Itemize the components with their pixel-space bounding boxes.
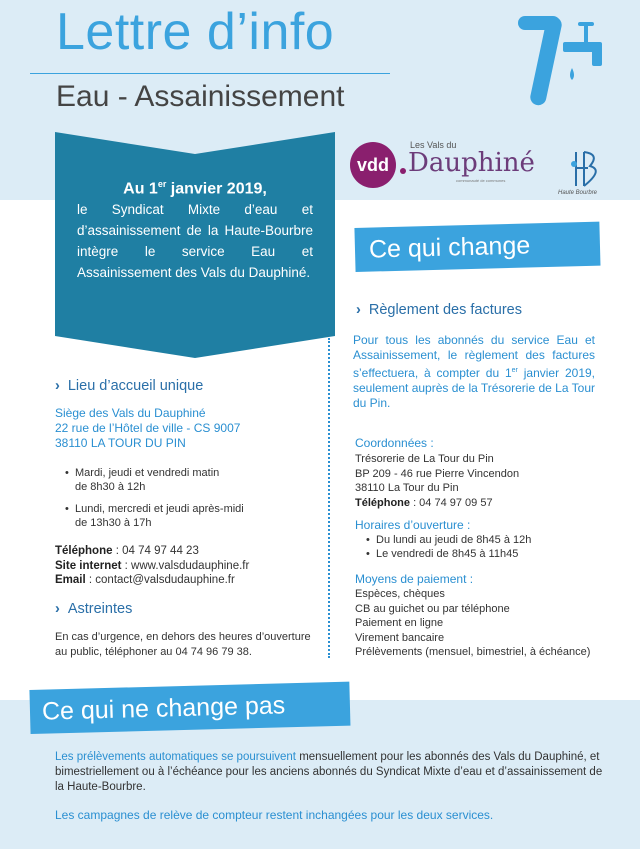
banner-date: Au 1er janvier 2019, [123,179,267,198]
list-item: • Du lundi au jeudi de 8h45 à 12h [366,533,531,547]
prelevements-text: Les prélèvements automatiques se poursuivent mensuellement pour les abonnés des Vals du Dauphiné, et bimestriellement ou à l’échéance pour les anciens abonnés du Syndicat Mixte d’eau et d’assainissement de la Haute-Bourbre. [55,751,603,793]
reglement-heading: › Règlement des factures [356,302,522,318]
list-item: Espèces, chèques [355,588,445,600]
vals-du-dauphine-logo [348,140,538,190]
haute-bourbre-caption: Haute Bourbre [558,190,598,196]
coord-phone: Téléphone : 04 74 97 09 57 [355,496,493,509]
horaires-label: Horaires d’ouverture : [355,518,471,532]
faucet-person-icon [508,6,618,106]
list-item: • Le vendredi de 8h45 à 11h45 [366,547,531,561]
vdd-logo-dot [400,168,406,174]
contact-block [55,544,249,588]
contact-website: Site internet : www.valsdudauphine.fr [55,559,250,572]
chevron-right-icon: › [55,378,60,394]
list-item: Prélèvements (mensuel, bimestriel, à échéance) [355,646,591,658]
column-divider [328,338,330,658]
contact-email: Email : contact@valsdudauphine.fr [55,574,235,586]
astreintes-heading: › Astreintes [55,601,133,617]
coordonnees-label: Coordonnées : [355,436,434,450]
banner-text [77,174,313,283]
list-item: Paiement en ligne [355,617,444,629]
horaires-list [366,533,531,561]
vdd-logo-tagline: communauté de communes [456,178,506,183]
siege-address [55,406,240,451]
reglement-text: Pour tous les abonnés du service Eau et Assainissement, le règlement des factures s’effectuera, à compter du 1er janvier 2019, seulement auprès de la Trésorerie de La Tour du Pin. [353,333,595,410]
releve-text: Les campagnes de relève de compteur restent inchangées pour les deux services. [55,808,494,822]
paiement-label: Moyens de paiement : [355,572,474,586]
list-item: • Mardi, jeudi et vendredi matin de 8h30 à 12h [65,466,244,494]
contact-phone: Téléphone : 04 74 97 44 23 [55,545,199,557]
page-subtitle: Eau - Assainissement [56,80,345,113]
announcement-banner [55,132,335,358]
haute-bourbre-logo [566,146,606,196]
chevron-right-icon: › [356,302,361,318]
coordonnees-block: Trésorerie de La Tour du Pin BP 209 - 46 rue Pierre Vincendon 38110 La Tour du Pin Téléphone : 04 74 97 09 57 [355,453,520,509]
title-divider [30,73,390,74]
vdd-logo-name: Dauphiné [408,148,535,178]
vdd-logo-small: Les Vals du [410,140,457,150]
page-title: Lettre d’info [56,3,335,61]
address-line: 38110 LA TOUR DU PIN [55,436,186,450]
list-item: CB au guichet ou par téléphone [355,602,510,615]
banner-body: le Syndicat Mixte d’eau et d’assainissement de la Haute-Bourbre intègre le service Eau et Assainissement des Vals du Dauphiné. [77,202,313,281]
address-line: Siège des Vals du Dauphiné [55,406,206,420]
ce-qui-ne-change-pas-ribbon: Ce qui ne change pas [29,682,350,734]
address-line: 22 rue de l’Hôtel de ville - CS 9007 [55,421,241,435]
ce-qui-change-ribbon: Ce qui change [354,222,600,272]
accueil-heading: › Lieu d’accueil unique [55,378,204,394]
list-item: Virement bancaire [355,631,445,644]
paiement-list [355,587,590,660]
hours-list [65,466,244,530]
chevron-right-icon: › [55,601,60,617]
astreintes-text: En cas d’urgence, en dehors des heures d’ouverture au public, téléphoner au 04 74 96 79 38. [55,631,311,658]
list-item: • Lundi, mercredi et jeudi après-midi de 13h30 à 17h [65,502,244,530]
vdd-logo-mark: vdd [350,142,396,188]
